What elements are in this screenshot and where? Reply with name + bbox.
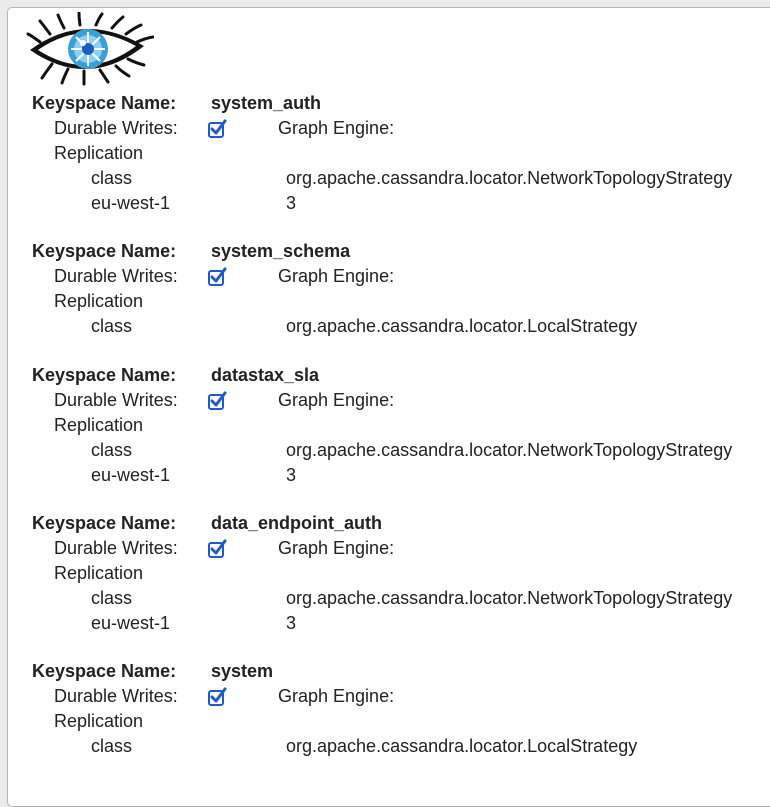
checkbox-checked-icon (207, 119, 227, 139)
durable-writes-checkbox[interactable] (207, 267, 227, 287)
durable-writes-checkbox[interactable] (207, 391, 227, 411)
graph-engine-label: Graph Engine: (278, 686, 395, 706)
keyspace-name-label: Keyspace Name: (32, 241, 177, 261)
replication-key: class (91, 588, 133, 608)
replication-key: eu-west-1 (91, 613, 171, 633)
replication-key: eu-west-1 (91, 465, 171, 485)
replication-value: org.apache.cassandra.locator.NetworkTopologyStrategy (286, 588, 733, 608)
replication-value: 3 (286, 193, 297, 213)
replication-key: class (91, 736, 133, 756)
durable-writes-checkbox[interactable] (207, 119, 227, 139)
keyspace-name-label: Keyspace Name: (32, 513, 177, 533)
replication-label: Replication (54, 415, 144, 435)
checkbox-checked-icon (207, 267, 227, 287)
keyspace-name: system_schema (211, 241, 351, 261)
graph-engine-label: Graph Engine: (278, 390, 395, 410)
graph-engine-label: Graph Engine: (278, 266, 395, 286)
replication-value: org.apache.cassandra.locator.NetworkTopologyStrategy (286, 440, 733, 460)
replication-value: 3 (286, 613, 297, 633)
durable-writes-label: Durable Writes: (54, 538, 178, 558)
checkbox-checked-icon (207, 391, 227, 411)
replication-label: Replication (54, 563, 144, 583)
keyspace-name: system (211, 661, 274, 681)
replication-key: class (91, 168, 133, 188)
replication-value: org.apache.cassandra.locator.LocalStrategy (286, 316, 638, 336)
durable-writes-checkbox[interactable] (207, 539, 227, 559)
replication-label: Replication (54, 143, 144, 163)
replication-label: Replication (54, 291, 144, 311)
keyspace-name-label: Keyspace Name: (32, 661, 177, 681)
replication-value: org.apache.cassandra.locator.NetworkTopologyStrategy (286, 168, 733, 188)
keyspace-name: system_auth (211, 93, 322, 113)
replication-key: class (91, 440, 133, 460)
durable-writes-label: Durable Writes: (54, 390, 178, 410)
durable-writes-checkbox[interactable] (207, 687, 227, 707)
replication-label: Replication (54, 711, 144, 731)
durable-writes-label: Durable Writes: (54, 118, 178, 138)
durable-writes-label: Durable Writes: (54, 266, 178, 286)
replication-value: 3 (286, 465, 297, 485)
cassandra-eye-icon (22, 12, 154, 86)
replication-value: org.apache.cassandra.locator.LocalStrategy (286, 736, 638, 756)
replication-key: class (91, 316, 133, 336)
checkbox-checked-icon (207, 539, 227, 559)
durable-writes-label: Durable Writes: (54, 686, 178, 706)
graph-engine-label: Graph Engine: (278, 538, 395, 558)
keyspace-name: data_endpoint_auth (211, 513, 383, 533)
graph-engine-label: Graph Engine: (278, 118, 395, 138)
keyspace-name-label: Keyspace Name: (32, 365, 177, 385)
keyspace-name-label: Keyspace Name: (32, 93, 177, 113)
replication-key: eu-west-1 (91, 193, 171, 213)
keyspace-name: datastax_sla (211, 365, 320, 385)
checkbox-checked-icon (207, 687, 227, 707)
